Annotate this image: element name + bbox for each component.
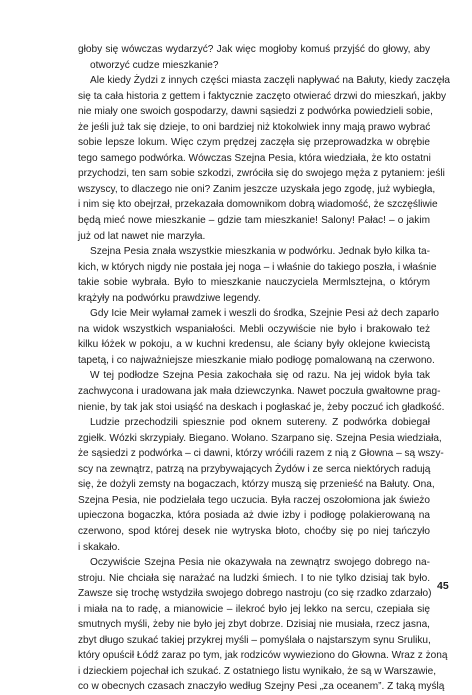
- text-line: zgiełk. Wózki skrzypiały. Biegano. Wołano. Szarpano się. Szejna Pesia wiedziała,: [78, 432, 442, 444]
- text-line: Oczywiście Szejna Pesia nie okazywała na zewnątrz swojego dobrego na-: [90, 557, 430, 569]
- text-line: będą mieć nowe mieszkanie – gdzie tam mieszkanie! Salony! Pałac! – o jakim: [78, 215, 430, 227]
- text-line: co w obecnych czasach znaczyło według Szejny Pesi „za oceanem”. Z taką myślą: [78, 681, 445, 693]
- text-line: sobie lepsze lokum. Więc czym prędzej zaczęła się przeprowadzka w obrębie: [78, 137, 430, 149]
- text-line: Gdy Icie Meir wyłamał zamek i weszli do środka, Szejnie Pesi aż dech zaparło: [90, 308, 439, 320]
- text-line: zbyt długo szukać takiej przykrej myśli – pomyślała o najstarszym synu Sruliku,: [78, 634, 431, 646]
- text-line: W tej podłodze Szejna Pesia zakochała się od razu. Na jej widok była tak: [90, 370, 430, 382]
- text-line: nie miały one swoich gospodarzy, dawni sąsiedzi z podwórka powiedzieli sobie,: [78, 106, 433, 118]
- text-line: i dzieckiem pojechał ich szukać. Z ostatniego listu wynikało, że są w Warszawie,: [78, 665, 437, 677]
- text-line: takie sobie wybrała. Było to mieszkanie nauczyciela Mermlsztejna, o którym: [78, 277, 430, 289]
- text-line: kilku łóżek w pokoju, a w kuchni kredensu, ale ściany były oklejone kwiecistą: [78, 339, 430, 351]
- text-line: i skakało.: [78, 541, 121, 553]
- text-line: że sąsiedzi z podwórka – ci dawni, którzy wróćili razem z nią z Głowna – są wszy-: [78, 448, 444, 460]
- text-line: upieczona bogaczka, która posiada aż dwie izby i podłogę polakierowaną na: [78, 510, 430, 522]
- text-line: czerwono, spod której desek nie wytryska błoto, choćby się po niej tańczyło: [78, 525, 430, 537]
- text-line: już od lat nawet nie marzyła.: [78, 230, 206, 242]
- text-line: i miała na to radę, a mianowicie – ilekroć było jej lekko na sercu, czepiała się: [78, 603, 430, 615]
- text-line: tapetą, i co najważniejsze mieszkanie miało podłogę pomalowaną na czerwono.: [78, 354, 435, 366]
- text-line: się, że dożyli zemsty na bogaczach, którzy muszą się przenieść na Bałuty. Ona,: [78, 479, 435, 491]
- text-line: tego samego podwórka. Wówczas Szejna Pesia, która wiedziała, że kto ostatni: [78, 152, 431, 164]
- page-number: 45: [437, 580, 449, 592]
- text-line: i nim się kto obejrzał, przekazała domownikom dobrą wiadomość, że szczęśliwie: [78, 199, 438, 211]
- text-line: głoby się wówczas wydarzyć? Jak więc mogłoby komuś przyjść do głowy, aby: [78, 44, 430, 55]
- text-line: Zawsze się trochę wstydziła swojego dobrego nastroju (co się rzadko zdarzało): [78, 588, 432, 600]
- text-line: Szejna Pesia znała wszystkie mieszkania w podwórku. Jednak było kilka ta-: [90, 246, 430, 258]
- text-line: się ta cała historia z gettem i faktycznie zaczęto otwierać drzwi do mieszkań, jakby: [78, 90, 447, 102]
- text-line: Ludzie przechodzili spiesznie pod oknem sutereny. Z podwórka dobiegał: [90, 417, 430, 429]
- text-line: kich, w których nigdy nie postała jej noga – i właśnie do takiego poszła, i właśnie: [78, 261, 437, 273]
- text-line: Ale kiedy Żydzi z innych części miasta zaczęli napływać na Bałuty, kiedy zaczęła: [90, 75, 450, 87]
- text-line: nienie, by tak jak stoi usiąść na deskach i pogłaskać je, żeby poczuć ich gładkość.: [78, 401, 445, 413]
- text-line: krążyły na podwórku prawdziwe legendy.: [78, 292, 261, 304]
- text-line: stroju. Nie chciała się narażać na ludzki śmiech. I to nie tylko dzisiaj tak było.: [78, 572, 430, 584]
- text-line: scy na zewnątrz, patrzą na przybywających Żydów i ze serca niektórych radują: [78, 463, 431, 475]
- text-line: że jeśli już tak się dzieje, to oni bardziej niż ktokolwiek inny mają prawo wybrać: [78, 121, 431, 133]
- text-line: który opuścił Łódź zaraz po tym, jak rodziców wywieziono do Głowna. Wraz z żoną: [78, 650, 448, 662]
- text-line: Szejna Pesia, nie podzielała tego uczucia. Była raczej oszołomiona jak świeżo: [78, 494, 430, 506]
- text-line: wszyscy, to dlaczego nie oni? Zanim jeszcze uzyskała jego zgodę, już wybiegła,: [78, 183, 436, 195]
- text-line: zachwycona i uradowana jak mała dziewczynka. Nawet poczuła gwałtowne prag-: [78, 386, 441, 398]
- text-line: na widok wszystkich wspaniałości. Mebli oczywiście nie było i brakowało też: [78, 323, 430, 335]
- text-line: otworzyć cudze mieszkanie?: [90, 59, 219, 71]
- text-line: przychodzi, ten sam sobie szkodzi, zwróciła się do swojego męża z pytaniem: jeśli: [78, 168, 445, 180]
- text-line: smutnych myśli, żeby nie było jej zbyt dobrze. Dzisiaj nie musiała, rzecz jasna,: [78, 619, 430, 631]
